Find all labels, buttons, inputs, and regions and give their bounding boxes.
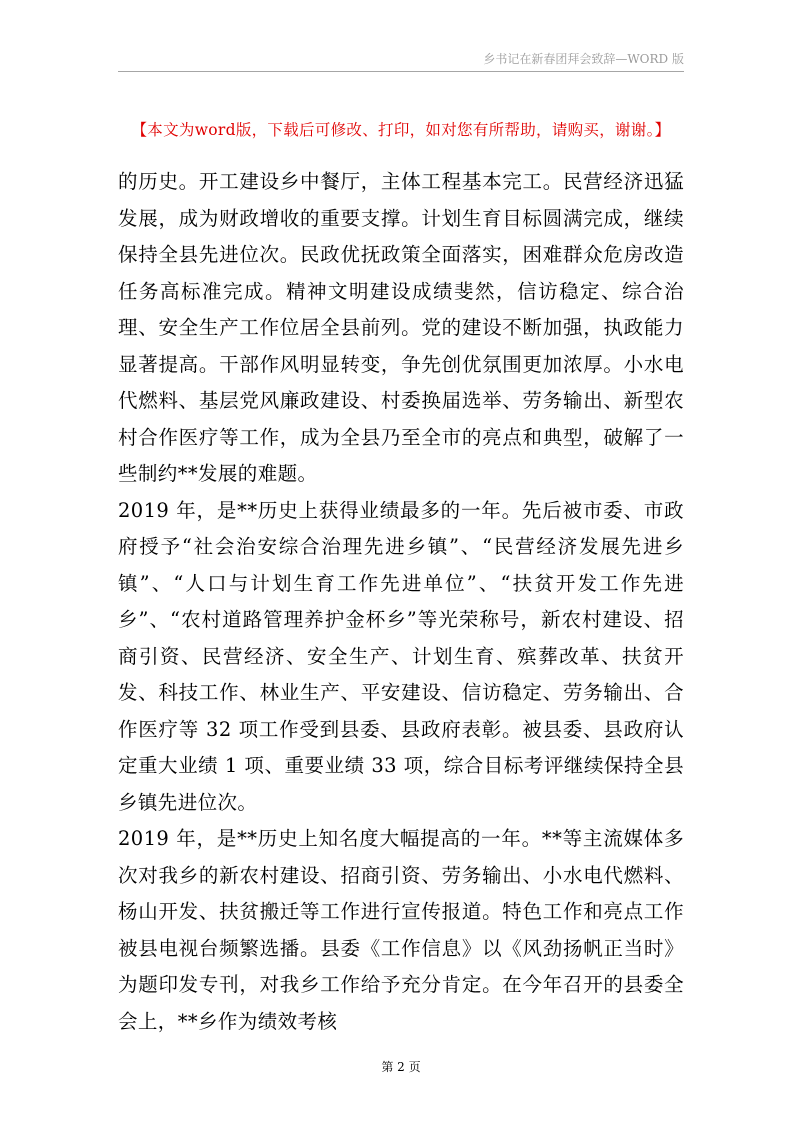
paragraph: 2019 年，是**历史上知名度大幅提高的一年。**等主流媒体多次对我乡的新农村建设、招商引资、劳务输出、小水电代燃料、杨山开发、扶贫搬迁等工作进行宣传报道。特色工作和亮点工作被县电视台频繁选播。县委《工作信息》以《风劲扬帆正当时》为题印发专刊，对我乡工作给予充分肯定。在今年召开的县委全会上，**乡作为绩效考核: [118, 827, 684, 1033]
running-header: [118, 50, 684, 72]
paragraph: 2019 年，是**历史上获得业绩最多的一年。先后被市委、市政府授予“社会治安综合治理先进乡镇”、“民营经济发展先进乡镇”、“人口与计划生育工作先进单位”、“扶贫开发工作先进乡”、“农村道路管理养护金杯乡”等光荣称号，新农村建设、招商引资、民营经济、安全生产、计划生育、殡葬改革、扶贫开发、科技工作、林业生产、平安建设、信访稳定、劳务输出、合作医疗等 32 项工作受到县委、县政府表彰。被县委、县政府认定重大业绩 1 项、重要业绩 33 项，综合目标考评继续保持全县乡镇先进位次。: [118, 498, 684, 814]
page-number: 第 2 页: [381, 1060, 421, 1074]
purchase-notice: 【本文为word版，下载后可修改、打印，如对您有所帮助，请购买，谢谢。】: [131, 121, 671, 139]
paragraph: 的历史。开工建设乡中餐厅，主体工程基本完工。民营经济迅猛发展，成为财政增收的重要支撑。计划生育目标圆满完成，继续保持全县先进位次。民政优抚政策全面落实，困难群众危房改造任务高标准完成。精神文明建设成绩斐然，信访稳定、综合治理、安全生产工作位居全县前列。党的建设不断加强，执政能力显著提高。干部作风明显转变，争先创优氛围更加浓厚。小水电代燃料、基层党风廉政建设、村委换届选举、劳务输出、新型农村合作医疗等工作，成为全县乃至全市的亮点和典型，破解了一些制约**发展的难题。: [118, 170, 684, 485]
running-header-title: 乡书记在新春团拜会致辞—WORD 版: [483, 52, 684, 66]
body-text: [118, 164, 684, 1040]
